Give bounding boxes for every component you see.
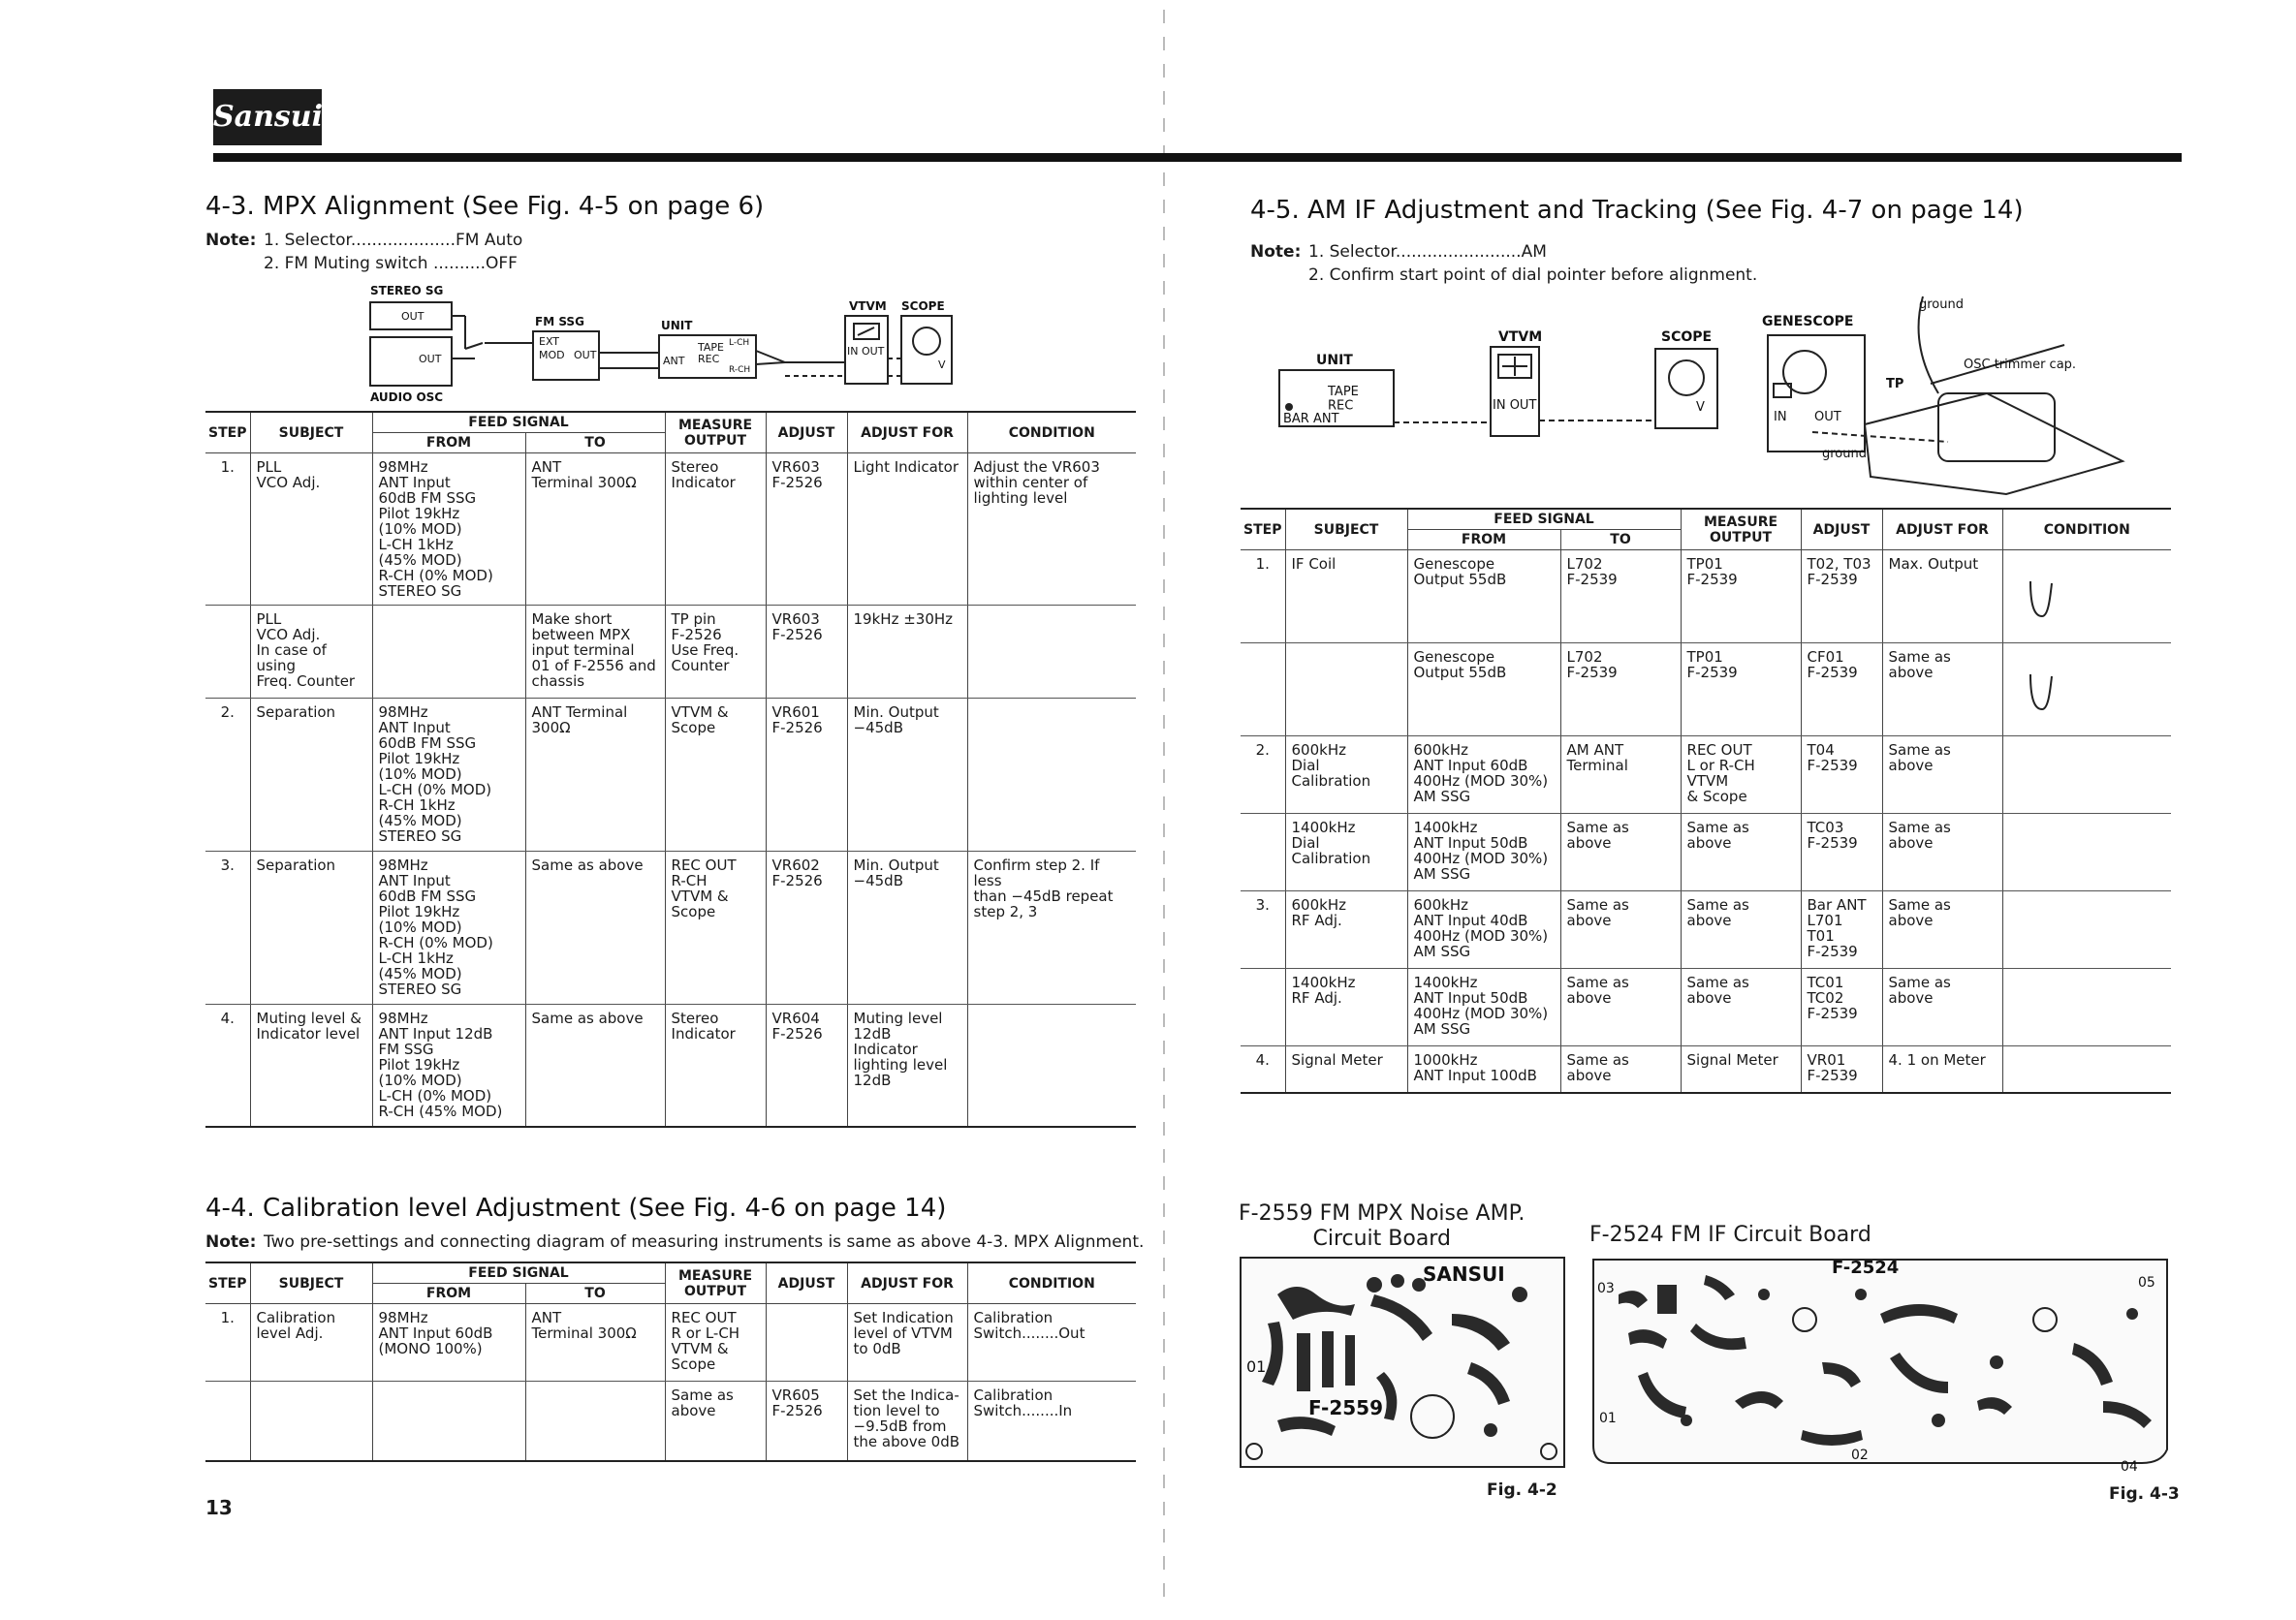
tp-label: TP: [1886, 377, 1904, 391]
cell-condition: [967, 1005, 1136, 1127]
cell-measure: REC OUT R or L-CH VTVM & Scope: [665, 1304, 766, 1382]
cell-adjust: TC01 TC02 F-2539: [1801, 969, 1882, 1046]
cell-adjust: VR01 F-2539: [1801, 1046, 1882, 1093]
mpx-connection-diagram: [359, 281, 989, 407]
am-note-label: Note:: [1250, 242, 1302, 262]
calibration-table: [205, 1262, 1136, 1462]
header-step: STEP: [205, 1262, 250, 1304]
cell-subject: 1400kHz RF Adj.: [1285, 969, 1407, 1046]
am-if-table: [1241, 508, 2171, 1094]
mpx-alignment-table: [205, 411, 1136, 1128]
genescope-in-label: IN: [1774, 410, 1787, 424]
sansui-logo: Sansui: [213, 89, 322, 145]
table-row: [205, 699, 1136, 852]
calib-note: [205, 1231, 1144, 1254]
header-step: STEP: [1241, 509, 1285, 550]
cell-adjust: T04 F-2539: [1801, 736, 1882, 814]
header-from: FROM: [1407, 530, 1560, 550]
cell-to: L702 F-2539: [1560, 643, 1681, 736]
cell-adjust: VR603 F-2526: [766, 453, 847, 606]
f2524-board-title: F-2524 FM IF Circuit Board: [1589, 1223, 1871, 1247]
header-to: TO: [1560, 530, 1681, 550]
cell-adjust-for: Set the Indica- tion level to −9.5dB from the above 0dB: [847, 1382, 967, 1461]
cell-condition: [2002, 1046, 2171, 1093]
cell-to: Same as above: [1560, 891, 1681, 969]
cell-to: Same as above: [525, 1005, 665, 1127]
table-row: [1241, 814, 2171, 891]
cell-condition: Calibration Switch........In: [967, 1382, 1136, 1461]
header-adjust: ADJUST: [1801, 509, 1882, 550]
fig-4-3-caption: Fig. 4-3: [2109, 1484, 2180, 1504]
stereo-out-label: OUT: [401, 310, 425, 323]
cell-to: ANT Terminal 300Ω: [525, 453, 665, 606]
waveform-icon: [2009, 665, 2067, 723]
scope-label: SCOPE: [901, 299, 945, 313]
cell-subject: Separation: [250, 852, 372, 1005]
cell-step: 1.: [205, 1304, 250, 1382]
cell-measure: REC OUT R-CH VTVM & Scope: [665, 852, 766, 1005]
cell-to: ANT Terminal 300Ω: [525, 1304, 665, 1382]
am-note-2: 2. Confirm start point of dial pointer before alignment.: [1308, 265, 1758, 285]
cell-measure: Signal Meter: [1681, 1046, 1801, 1093]
cell-to: Same as above: [1560, 814, 1681, 891]
audio-out-label: OUT: [419, 353, 442, 365]
am-v-label: V: [1696, 400, 1705, 415]
am-notes: [1250, 240, 1757, 287]
table-row: [205, 1382, 1136, 1461]
cell-condition: Adjust the VR603 within center of lighting level: [967, 453, 1136, 606]
cell-step: 2.: [1241, 736, 1285, 814]
f2559-circuit-board: [1239, 1256, 1568, 1471]
cell-from: Genescope Output 55dB: [1407, 550, 1560, 643]
cell-to: Same as above: [1560, 969, 1681, 1046]
genescope-out-label: OUT: [1814, 410, 1841, 424]
cell-to: Same as above: [1560, 1046, 1681, 1093]
mpx-note-label: Note:: [205, 231, 257, 250]
cell-condition: [2002, 891, 2171, 969]
cell-adjust: Bar ANT L701 T01 F-2539: [1801, 891, 1882, 969]
cell-measure: Stereo Indicator: [665, 453, 766, 606]
cell-to: Same as above: [525, 852, 665, 1005]
cell-subject: Calibration level Adj.: [250, 1304, 372, 1382]
cell-subject: [1285, 643, 1407, 736]
cell-adjust-for: Max. Output: [1882, 550, 2002, 643]
v-label: V: [938, 358, 946, 371]
cell-adjust: [766, 1304, 847, 1382]
ground-top-label: ground: [1919, 297, 1964, 312]
am-unit-label: UNIT: [1316, 353, 1353, 368]
header-adjust: ADJUST: [766, 412, 847, 453]
cell-adjust: T02, T03 F-2539: [1801, 550, 1882, 643]
cell-adjust-for: Muting level 12dB Indicator lighting level 12dB: [847, 1005, 967, 1127]
waveform-icon: [2009, 572, 2067, 630]
header-subject: SUBJECT: [250, 412, 372, 453]
cell-to: ANT Terminal 300Ω: [525, 699, 665, 852]
cell-measure: TP01 F-2539: [1681, 550, 1801, 643]
cell-measure: Same as above: [665, 1382, 766, 1461]
header-from: FROM: [372, 433, 525, 453]
cell-from: [372, 606, 525, 699]
am-section-title: 4-5. AM IF Adjustment and Tracking (See Fig. 4-7 on page 14): [1250, 196, 2024, 225]
cell-step: [1241, 814, 1285, 891]
cell-measure: Same as above: [1681, 969, 1801, 1046]
header-from: FROM: [372, 1284, 525, 1304]
am-tape-rec-label: TAPE REC: [1328, 385, 1359, 414]
header-condition: CONDITION: [967, 412, 1136, 453]
header-subject: SUBJECT: [1285, 509, 1407, 550]
cell-subject: PLL VCO Adj.: [250, 453, 372, 606]
mpx-note-2: 2. FM Muting switch ..........OFF: [264, 254, 518, 273]
cell-step: [1241, 969, 1285, 1046]
audio-osc-label: AUDIO OSC: [370, 390, 444, 404]
f2524-pin-03: 03: [1597, 1281, 1615, 1296]
cell-adjust-for: 4. 1 on Meter: [1882, 1046, 2002, 1093]
cell-from: 98MHz ANT Input 60dB FM SSG Pilot 19kHz (10% MOD) L-CH (0% MOD) R-CH 1kHz (45% MOD) STEREO SG: [372, 699, 525, 852]
table-row: [1241, 550, 2171, 643]
cell-adjust-for: Set Indication level of VTVM to 0dB: [847, 1304, 967, 1382]
cell-step: 3.: [1241, 891, 1285, 969]
table-row: [1241, 891, 2171, 969]
vtvm-label: VTVM: [849, 299, 887, 313]
table-row: [205, 1005, 1136, 1127]
f2524-label: F-2524: [1832, 1258, 1900, 1278]
cell-step: 4.: [205, 1005, 250, 1127]
page-number: 13: [205, 1496, 233, 1519]
cell-from: 600kHz ANT Input 40dB 400Hz (MOD 30%) AM SSG: [1407, 891, 1560, 969]
f2524-pin-02: 02: [1851, 1448, 1869, 1463]
cell-subject: [250, 1382, 372, 1461]
table-row: [205, 852, 1136, 1005]
cell-adjust-for: Same as above: [1882, 643, 2002, 736]
header-feed-signal: FEED SIGNAL: [372, 412, 665, 433]
header-adjust-for: ADJUST FOR: [847, 412, 967, 453]
header-feed-signal: FEED SIGNAL: [372, 1262, 665, 1284]
table-row: [1241, 969, 2171, 1046]
header-step: STEP: [205, 412, 250, 453]
ant-label: ANT: [663, 355, 685, 367]
am-in-out-label: IN OUT: [1493, 398, 1537, 413]
cell-adjust: VR601 F-2526: [766, 699, 847, 852]
header-rule: [213, 153, 2182, 162]
cell-from: 1400kHz ANT Input 50dB 400Hz (MOD 30%) AM SSG: [1407, 814, 1560, 891]
table-row: [205, 453, 1136, 606]
mod-label: MOD: [539, 349, 565, 361]
header-adjust-for: ADJUST FOR: [1882, 509, 2002, 550]
cell-condition: [2002, 550, 2171, 643]
cell-adjust-for: Min. Output −45dB: [847, 852, 967, 1005]
calib-note-text: Two pre-settings and connecting diagram of measuring instruments is same as above 4-3. MPX Alignment.: [264, 1232, 1145, 1252]
f2524-circuit-board: [1589, 1256, 2173, 1471]
bar-ant-label: BAR ANT: [1283, 412, 1339, 426]
calib-section-title: 4-4. Calibration level Adjustment (See Fig. 4-6 on page 14): [205, 1194, 947, 1223]
table-row: [205, 1304, 1136, 1382]
page-fold: [1163, 10, 1165, 1608]
cell-step: 3.: [205, 852, 250, 1005]
header-measure-output: MEASURE OUTPUT: [665, 412, 766, 453]
table-row: [205, 606, 1136, 699]
in-out-label: IN OUT: [847, 345, 885, 358]
cell-measure: Same as above: [1681, 814, 1801, 891]
cell-adjust-for: Same as above: [1882, 891, 2002, 969]
cell-adjust: TC03 F-2539: [1801, 814, 1882, 891]
cell-condition: [967, 699, 1136, 852]
sansui-board-label: SANSUI: [1423, 1262, 1505, 1286]
am-note-1: 1. Selector........................AM: [1308, 242, 1547, 262]
ext-label: EXT: [539, 335, 560, 348]
header-to: TO: [525, 433, 665, 453]
cell-subject: 600kHz RF Adj.: [1285, 891, 1407, 969]
cell-adjust-for: Light Indicator: [847, 453, 967, 606]
calib-note-label: Note:: [205, 1232, 257, 1252]
cell-measure: Stereo Indicator: [665, 1005, 766, 1127]
tape-rec-label: TAPE REC: [698, 341, 724, 366]
cell-from: Genescope Output 55dB: [1407, 643, 1560, 736]
cell-condition: [2002, 736, 2171, 814]
cell-subject: Separation: [250, 699, 372, 852]
cell-from: 98MHz ANT Input 60dB FM SSG Pilot 19kHz (10% MOD) L-CH 1kHz (45% MOD) R-CH (0% MOD) STEREO SG: [372, 453, 525, 606]
cell-step: [205, 606, 250, 699]
cell-adjust-for: Min. Output −45dB: [847, 699, 967, 852]
cell-from: [372, 1382, 525, 1461]
cell-measure: REC OUT L or R-CH VTVM & Scope: [1681, 736, 1801, 814]
cell-measure: TP01 F-2539: [1681, 643, 1801, 736]
header-to: TO: [525, 1284, 665, 1304]
am-scope-label: SCOPE: [1661, 329, 1713, 345]
mpx-section-title: 4-3. MPX Alignment (See Fig. 4-5 on page 6): [205, 192, 765, 221]
cell-step: 1.: [1241, 550, 1285, 643]
cell-subject: Muting level & Indicator level: [250, 1005, 372, 1127]
f2559-pin-01: 01: [1246, 1357, 1267, 1376]
cell-step: [1241, 643, 1285, 736]
cell-from: 1000kHz ANT Input 100dB: [1407, 1046, 1560, 1093]
cell-adjust-for: Same as above: [1882, 969, 2002, 1046]
cell-to: L702 F-2539: [1560, 550, 1681, 643]
header-measure-output: MEASURE OUTPUT: [1681, 509, 1801, 550]
cell-subject: PLL VCO Adj. In case of using Freq. Counter: [250, 606, 372, 699]
cell-from: 98MHz ANT Input 12dB FM SSG Pilot 19kHz (10% MOD) L-CH (0% MOD) R-CH (45% MOD): [372, 1005, 525, 1127]
cell-adjust: VR602 F-2526: [766, 852, 847, 1005]
cell-step: [205, 1382, 250, 1461]
am-vtvm-label: VTVM: [1498, 329, 1543, 345]
cell-adjust-for: Same as above: [1882, 814, 2002, 891]
am-connection-diagram: [1270, 287, 2132, 510]
lch-label: L-CH: [729, 338, 750, 348]
header-subject: SUBJECT: [250, 1262, 372, 1304]
rch-label: R-CH: [729, 365, 751, 375]
fm-out-label: OUT: [574, 349, 597, 361]
cell-condition: Calibration Switch........Out: [967, 1304, 1136, 1382]
ground-bottom-label: ground: [1822, 447, 1867, 461]
cell-subject: Signal Meter: [1285, 1046, 1407, 1093]
header-feed-signal: FEED SIGNAL: [1407, 509, 1681, 530]
fig-4-2-caption: Fig. 4-2: [1487, 1480, 1557, 1500]
header-adjust-for: ADJUST FOR: [847, 1262, 967, 1304]
table-row: [1241, 1046, 2171, 1093]
table-row: [1241, 643, 2171, 736]
table-row: [1241, 736, 2171, 814]
unit-label: UNIT: [661, 319, 693, 332]
header-adjust: ADJUST: [766, 1262, 847, 1304]
cell-to: [525, 1382, 665, 1461]
f2559-label: F-2559: [1308, 1396, 1384, 1419]
cell-subject: IF Coil: [1285, 550, 1407, 643]
cell-step: 4.: [1241, 1046, 1285, 1093]
cell-from: 1400kHz ANT Input 50dB 400Hz (MOD 30%) AM SSG: [1407, 969, 1560, 1046]
cell-condition: Confirm step 2. If less than −45dB repeat step 2, 3: [967, 852, 1136, 1005]
f2524-pin-01: 01: [1599, 1411, 1617, 1426]
cell-condition: [2002, 814, 2171, 891]
f2524-pin-05: 05: [2138, 1275, 2155, 1291]
cell-condition: [2002, 969, 2171, 1046]
cell-subject: 600kHz Dial Calibration: [1285, 736, 1407, 814]
cell-adjust: CF01 F-2539: [1801, 643, 1882, 736]
cell-step: 2.: [205, 699, 250, 852]
cell-from: 98MHz ANT Input 60dB FM SSG Pilot 19kHz (10% MOD) R-CH (0% MOD) L-CH 1kHz (45% MOD) STEREO SG: [372, 852, 525, 1005]
mpx-note-1: 1. Selector....................FM Auto: [264, 231, 523, 250]
cell-measure: VTVM & Scope: [665, 699, 766, 852]
cell-adjust-for: Same as above: [1882, 736, 2002, 814]
mpx-notes: [205, 229, 522, 275]
cell-adjust: VR605 F-2526: [766, 1382, 847, 1461]
fm-ssg-label: FM SSG: [535, 315, 584, 328]
header-measure-output: MEASURE OUTPUT: [665, 1262, 766, 1304]
stereo-sg-label: STEREO SG: [370, 284, 444, 297]
cell-step: 1.: [205, 453, 250, 606]
cell-adjust: VR603 F-2526: [766, 606, 847, 699]
header-condition: CONDITION: [967, 1262, 1136, 1304]
cell-measure: Same as above: [1681, 891, 1801, 969]
cell-adjust-for: 19kHz ±30Hz: [847, 606, 967, 699]
header-condition: CONDITION: [2002, 509, 2171, 550]
cell-to: Make short between MPX input terminal 01 of F-2556 and chassis: [525, 606, 665, 699]
cell-from: 600kHz ANT Input 60dB 400Hz (MOD 30%) AM SSG: [1407, 736, 1560, 814]
cell-adjust: VR604 F-2526: [766, 1005, 847, 1127]
cell-from: 98MHz ANT Input 60dB (MONO 100%): [372, 1304, 525, 1382]
cell-to: AM ANT Terminal: [1560, 736, 1681, 814]
cell-subject: 1400kHz Dial Calibration: [1285, 814, 1407, 891]
cell-condition: [967, 606, 1136, 699]
cell-measure: TP pin F-2526 Use Freq. Counter: [665, 606, 766, 699]
cell-condition: [2002, 643, 2171, 736]
f2559-board-title: F-2559 FM MPX Noise AMP. Circuit Board: [1239, 1201, 1525, 1251]
osc-trimmer-label: OSC trimmer cap.: [1964, 358, 2077, 372]
f2524-pin-04: 04: [2121, 1459, 2138, 1471]
genescope-label: GENESCOPE: [1762, 314, 1854, 329]
